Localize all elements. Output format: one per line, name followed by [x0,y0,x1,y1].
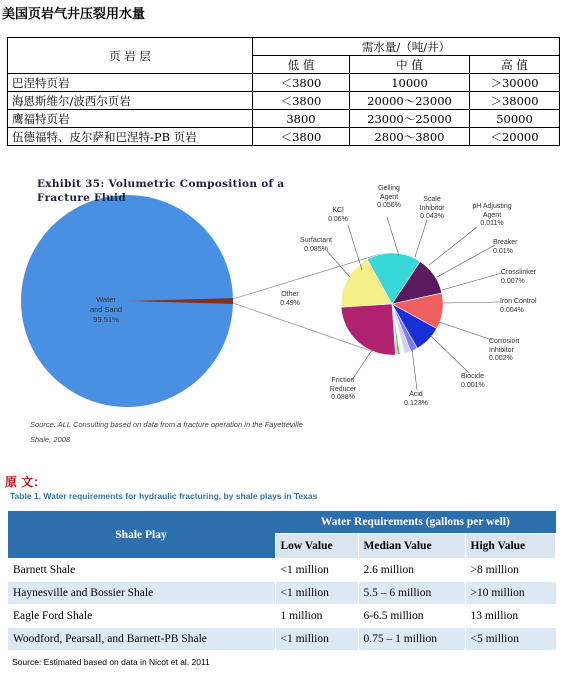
cn-cell-high: ＜20000 [470,128,560,146]
slice-name: Iron Control [500,298,537,305]
en-cell-low: <1 million [275,559,358,582]
slice-name: Scale Inhibitor [419,196,445,212]
slice-label-gelling-agent [369,185,409,211]
leader-line [443,302,501,303]
en-cell-high: >10 million [465,582,556,605]
table-row [8,92,560,110]
exhibit-source-line1: Source: ALL Consulting based on data from a fracture operation in the Fayetteville [30,420,303,429]
cn-cell-low: ＜3800 [253,92,350,110]
exhibit-source [30,417,360,447]
cn-cell-low: ＜3800 [253,128,350,146]
en-header-mid: Median Value [358,534,465,559]
en-cell-mid: 2.6 million [358,559,465,582]
other-label [270,291,310,308]
slice-name: Gelling Agent [378,185,400,201]
table-row [8,605,556,628]
en-cell-name: Barnett Shale [8,559,276,582]
en-cell-mid: 0.75 – 1 million [358,628,465,651]
table1-caption: Table 1. Water requirements for hydraulic fracturing, by shale plays in Texas [10,491,318,501]
other-label-text: Other [281,291,299,298]
cn-cell-name: 鹰福特页岩 [8,110,253,128]
water-value: 99.51% [93,315,119,324]
cn-header-shale: 页 岩 层 [8,38,253,74]
leader-line [352,350,372,380]
slice-label-kcl [323,207,353,224]
cn-header-low: 低 值 [253,56,350,74]
cn-cell-name: 巴涅特页岩 [8,74,253,92]
table-row [8,110,560,128]
slice-label-friction-reducer [323,377,363,403]
slice-label-corrosion-inhibitor [489,338,544,364]
en-cell-high: >8 million [465,559,556,582]
cn-cell-mid: 2800～3800 [350,128,470,146]
table-row [8,559,556,582]
cn-cell-mid: 23000～25000 [350,110,470,128]
en-cell-name: Woodford, Pearsall, and Barnett-PB Shale [8,628,276,651]
slice-value: 0.001% [461,381,485,389]
leader-line [439,322,492,340]
table-row [8,128,560,146]
en-header-high: High Value [465,534,556,559]
leader-line [437,245,495,277]
slice-name: Biocide [461,373,484,380]
slice-value: 0.043% [420,213,444,220]
leader-line [412,349,417,390]
slice-label-biocide [461,373,501,390]
en-cell-name: Haynesville and Bossier Shale [8,582,276,605]
en-cell-name: Eagle Ford Shale [8,605,276,628]
cn-cell-mid: 10000 [350,74,470,92]
en-cell-low: <1 million [275,628,358,651]
table-row [8,628,556,651]
cn-cell-name: 海恩斯维尔/波西尔页岩 [8,92,253,110]
slice-value: 0.007% [501,277,525,285]
cn-cell-high: ＞38000 [470,92,560,110]
water-label [76,295,136,325]
cn-cell-name: 伍德福特、皮尔萨和巴涅特-PB 页岩 [8,128,253,146]
en-water-table [7,511,556,650]
slice-name: pH Adjusting Agent [472,203,512,219]
cn-header-water: 需水量/（吨/井） [253,38,560,56]
en-cell-low: 1 million [275,605,358,628]
en-header-shale: Shale Play [8,511,276,559]
slice-value: 0.01% [493,247,513,255]
slice-value: 0.011% [480,220,504,227]
slice-value: 0.004% [500,306,524,314]
cn-water-table [7,37,560,146]
en-header-water: Water Requirements (gallons per well) [275,511,556,534]
page-title: 美国页岩气井压裂用水量 [2,7,146,22]
cn-cell-low: ＜3800 [253,74,350,92]
en-cell-high: <5 million [465,628,556,651]
original-heading: 原 文： [5,475,46,489]
slice-value: 0.088% [331,394,355,401]
slice-value: 0.002% [489,355,513,362]
en-cell-low: <1 million [275,582,358,605]
slice-label-breaker [493,239,543,256]
en-cell-mid: 6-6.5 million [358,605,465,628]
slice-name: Surfactant [300,237,332,244]
cn-cell-low: 3800 [253,110,350,128]
slice-name: Acid [409,391,423,398]
slice-value: 0.06% [328,215,348,223]
pie-slice-acid [341,304,395,355]
exhibit-title-line1: Exhibit 35: Volumetric Composition of a [37,178,285,190]
cn-header-mid: 中 值 [350,56,470,74]
slice-value: 0.085% [304,245,328,253]
cn-cell-high: ＞30000 [470,74,560,92]
cn-cell-mid: 20000～23000 [350,92,470,110]
slice-label-surfactant [293,237,339,254]
slice-name: Corrosion Inhibitor [489,338,520,354]
leader-line [387,217,399,256]
cn-header-high: 高 值 [470,56,560,74]
exhibit-source-line2: Shale, 2008 [30,435,71,444]
slice-value: 0.123% [404,399,428,407]
leader-line [415,220,427,257]
exhibit-title-line2: Fracture Fluid [37,192,126,204]
slice-name: KCl [332,207,344,214]
slice-label-acid [401,391,431,408]
exhibit-title [37,177,284,205]
water-label-line1: Water [96,295,116,304]
cn-cell-high: 50000 [470,110,560,128]
leader-line [442,273,502,290]
slice-label-iron-control [500,298,555,315]
slice-label-ph-adjusting [462,203,522,229]
slice-label-crosslinker [501,269,551,286]
table-row [8,74,560,92]
slice-name: Friction Reducer [329,377,357,393]
slice-name: Crosslinker [501,269,537,276]
water-label-line2: and Sand [89,305,123,314]
slice-label-scale-inhibitor [412,196,452,222]
leader-line [429,227,477,265]
slice-name: Breaker [493,239,518,246]
slice-value: 0.056% [377,202,401,209]
table-row [8,582,556,605]
en-cell-mid: 5.5 – 6 million [358,582,465,605]
other-value: 0.49% [280,299,300,307]
table1-source: Source: Estimated based on data in Nicot et al. 2011 [12,657,210,667]
leader-line [430,335,469,373]
en-cell-high: 13 million [465,605,556,628]
exhibit-figure [7,165,560,465]
en-header-low: Low Value [275,534,358,559]
